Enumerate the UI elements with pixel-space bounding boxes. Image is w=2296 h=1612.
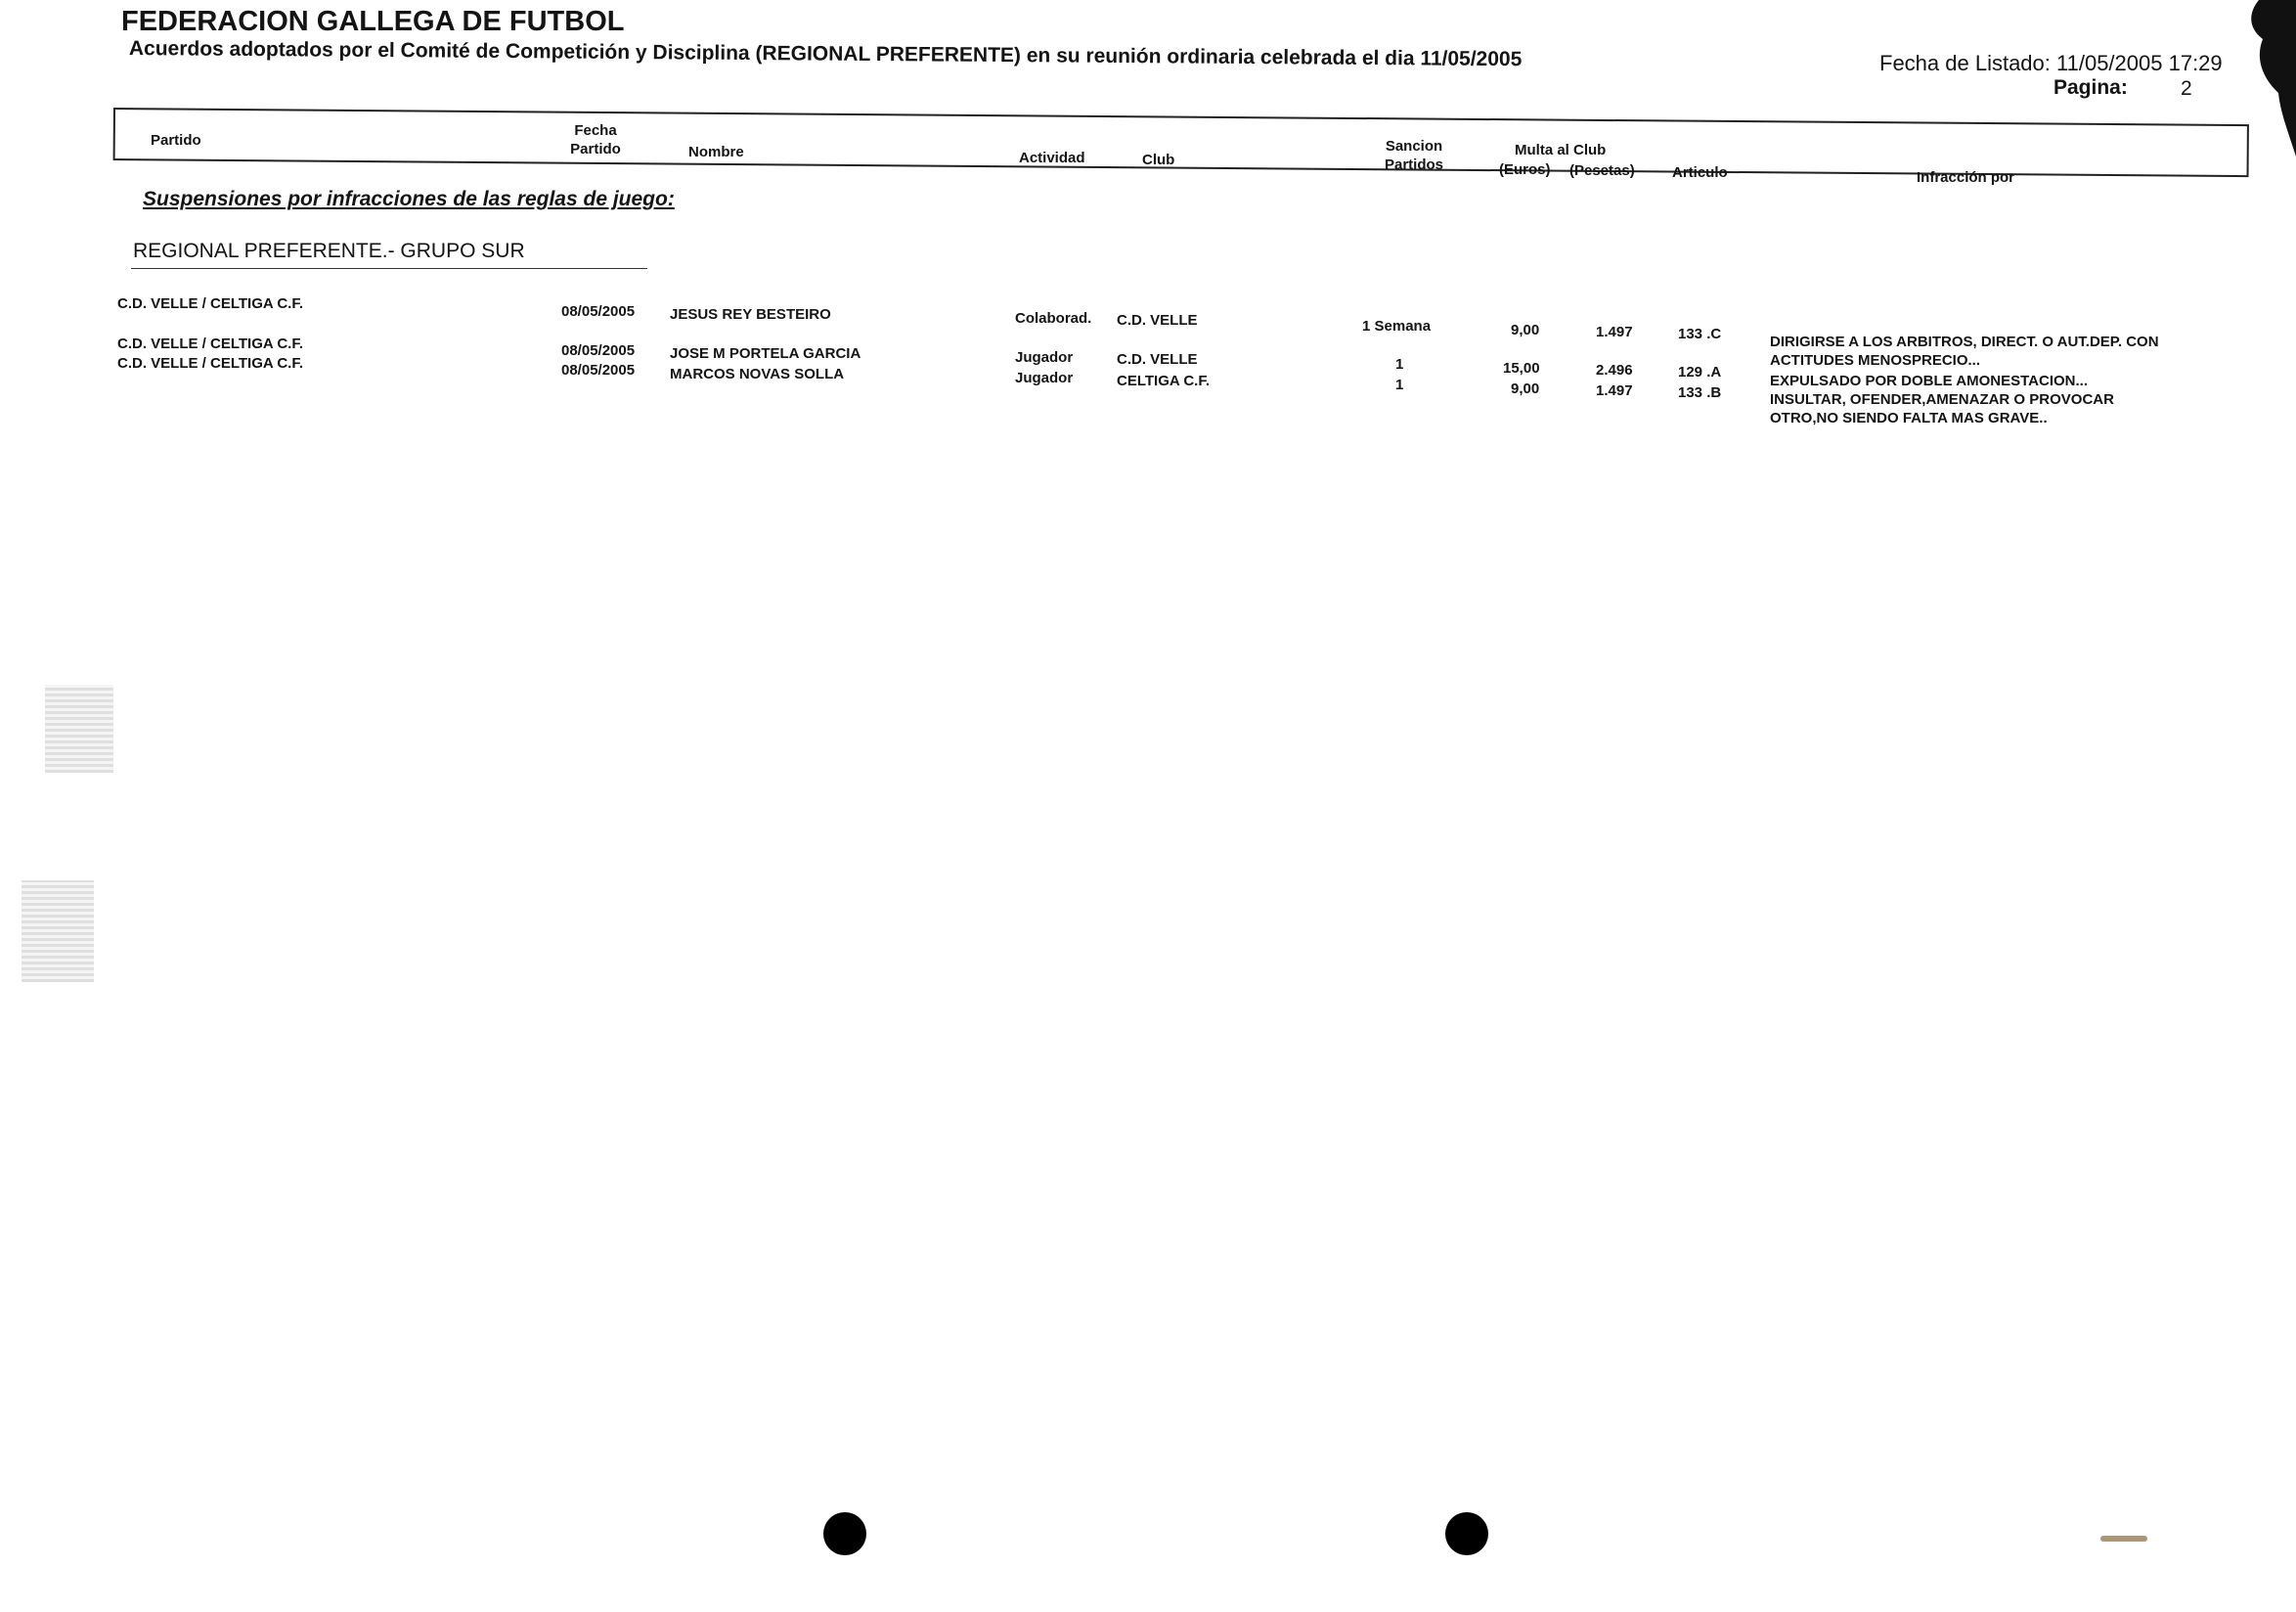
page-label: Pagina: (2053, 76, 2128, 99)
col-club: Club (1142, 152, 1175, 168)
row-fecha: 08/05/2005 (561, 342, 636, 359)
row-euros: 9,00 (1511, 322, 1540, 338)
row-pesetas: 2.496 (1596, 362, 1633, 379)
row-infraccion-line1: EXPULSADO POR DOBLE AMONESTACION... (1770, 373, 2089, 389)
col-sancion-line1: Sancion (1385, 138, 1443, 155)
listing-date: Fecha de Listado: 11/05/2005 17:29 (1879, 51, 2223, 75)
row-fecha: 08/05/2005 (561, 362, 636, 379)
col-articulo: Articulo (1672, 164, 1728, 181)
row-club: C.D. VELLE (1117, 351, 1198, 368)
col-sancion-line2: Partidos (1384, 157, 1443, 173)
row-infraccion-line2: OTRO,NO SIENDO FALTA MAS GRAVE.. (1770, 410, 2048, 426)
scan-mark (2100, 1536, 2147, 1542)
scan-edge-blot (2220, 0, 2296, 157)
col-infraccion: Infracción por (1917, 169, 2015, 186)
organization-title: FEDERACION GALLEGA DE FUTBOL (121, 6, 625, 37)
row-infraccion (1770, 333, 2159, 370)
col-partido: Partido (151, 132, 201, 149)
col-sancion-partidos (1375, 137, 1453, 174)
row-infraccion-line1: INSULTAR, OFENDER,AMENAZAR O PROVOCAR (1770, 391, 2114, 408)
row-articulo: 133 .B (1678, 384, 1722, 401)
col-actividad: Actividad (1019, 150, 1085, 166)
row-fecha: 08/05/2005 (561, 303, 636, 320)
column-header-box (113, 108, 2249, 177)
row-club: CELTIGA C.F. (1117, 373, 1210, 389)
binder-hole (1445, 1512, 1488, 1555)
scan-smudge (22, 880, 94, 982)
row-sancion: 1 Semana (1362, 318, 1432, 335)
binder-hole (823, 1512, 866, 1555)
row-partido: C.D. VELLE / CELTIGA C.F. (117, 355, 304, 372)
col-fecha-line1: Fecha (574, 122, 617, 139)
row-club: C.D. VELLE (1117, 312, 1198, 329)
section-title: Suspensiones por infracciones de las reglas de juego: (143, 188, 675, 210)
row-articulo: 129 .A (1678, 364, 1722, 381)
row-euros: 9,00 (1511, 381, 1540, 397)
row-articulo: 133 .C (1678, 326, 1722, 342)
row-actividad: Colaborad. (1015, 310, 1092, 327)
row-sancion: 1 (1395, 356, 1404, 373)
col-fecha-partido (567, 121, 624, 158)
row-euros: 15,00 (1503, 360, 1540, 377)
row-sancion: 1 (1395, 377, 1404, 393)
group-title: REGIONAL PREFERENTE.- GRUPO SUR (133, 240, 525, 262)
row-partido: C.D. VELLE / CELTIGA C.F. (117, 295, 304, 312)
col-pesetas: (Pesetas) (1569, 162, 1635, 179)
group-title-underline (131, 268, 647, 269)
row-nombre: JOSE M PORTELA GARCIA (670, 345, 861, 362)
col-euros: (Euros) (1499, 161, 1551, 178)
document-subtitle: Acuerdos adoptados por el Comité de Competición y Disciplina (REGIONAL PREFERENTE) en su reunión ordinaria celebrada el dia 11/05/2005 (128, 37, 1523, 71)
row-nombre: JESUS REY BESTEIRO (670, 306, 831, 323)
page-number: 2 (2181, 77, 2192, 100)
row-infraccion (1770, 372, 2088, 390)
row-infraccion-line1: DIRIGIRSE A LOS ARBITROS, DIRECT. O AUT.DEP. CON (1770, 334, 2159, 350)
row-actividad: Jugador (1015, 349, 1074, 366)
row-pesetas: 1.497 (1596, 382, 1633, 399)
col-nombre: Nombre (688, 144, 744, 160)
col-multa-club: Multa al Club (1515, 142, 1607, 158)
scan-smudge (45, 685, 113, 773)
row-infraccion (1770, 390, 2114, 427)
row-partido: C.D. VELLE / CELTIGA C.F. (117, 336, 304, 352)
row-nombre: MARCOS NOVAS SOLLA (670, 366, 845, 382)
row-infraccion-line2: ACTITUDES MENOSPRECIO... (1770, 352, 1981, 369)
col-fecha-line2: Partido (570, 141, 621, 157)
row-actividad: Jugador (1015, 370, 1074, 386)
row-pesetas: 1.497 (1596, 324, 1633, 340)
